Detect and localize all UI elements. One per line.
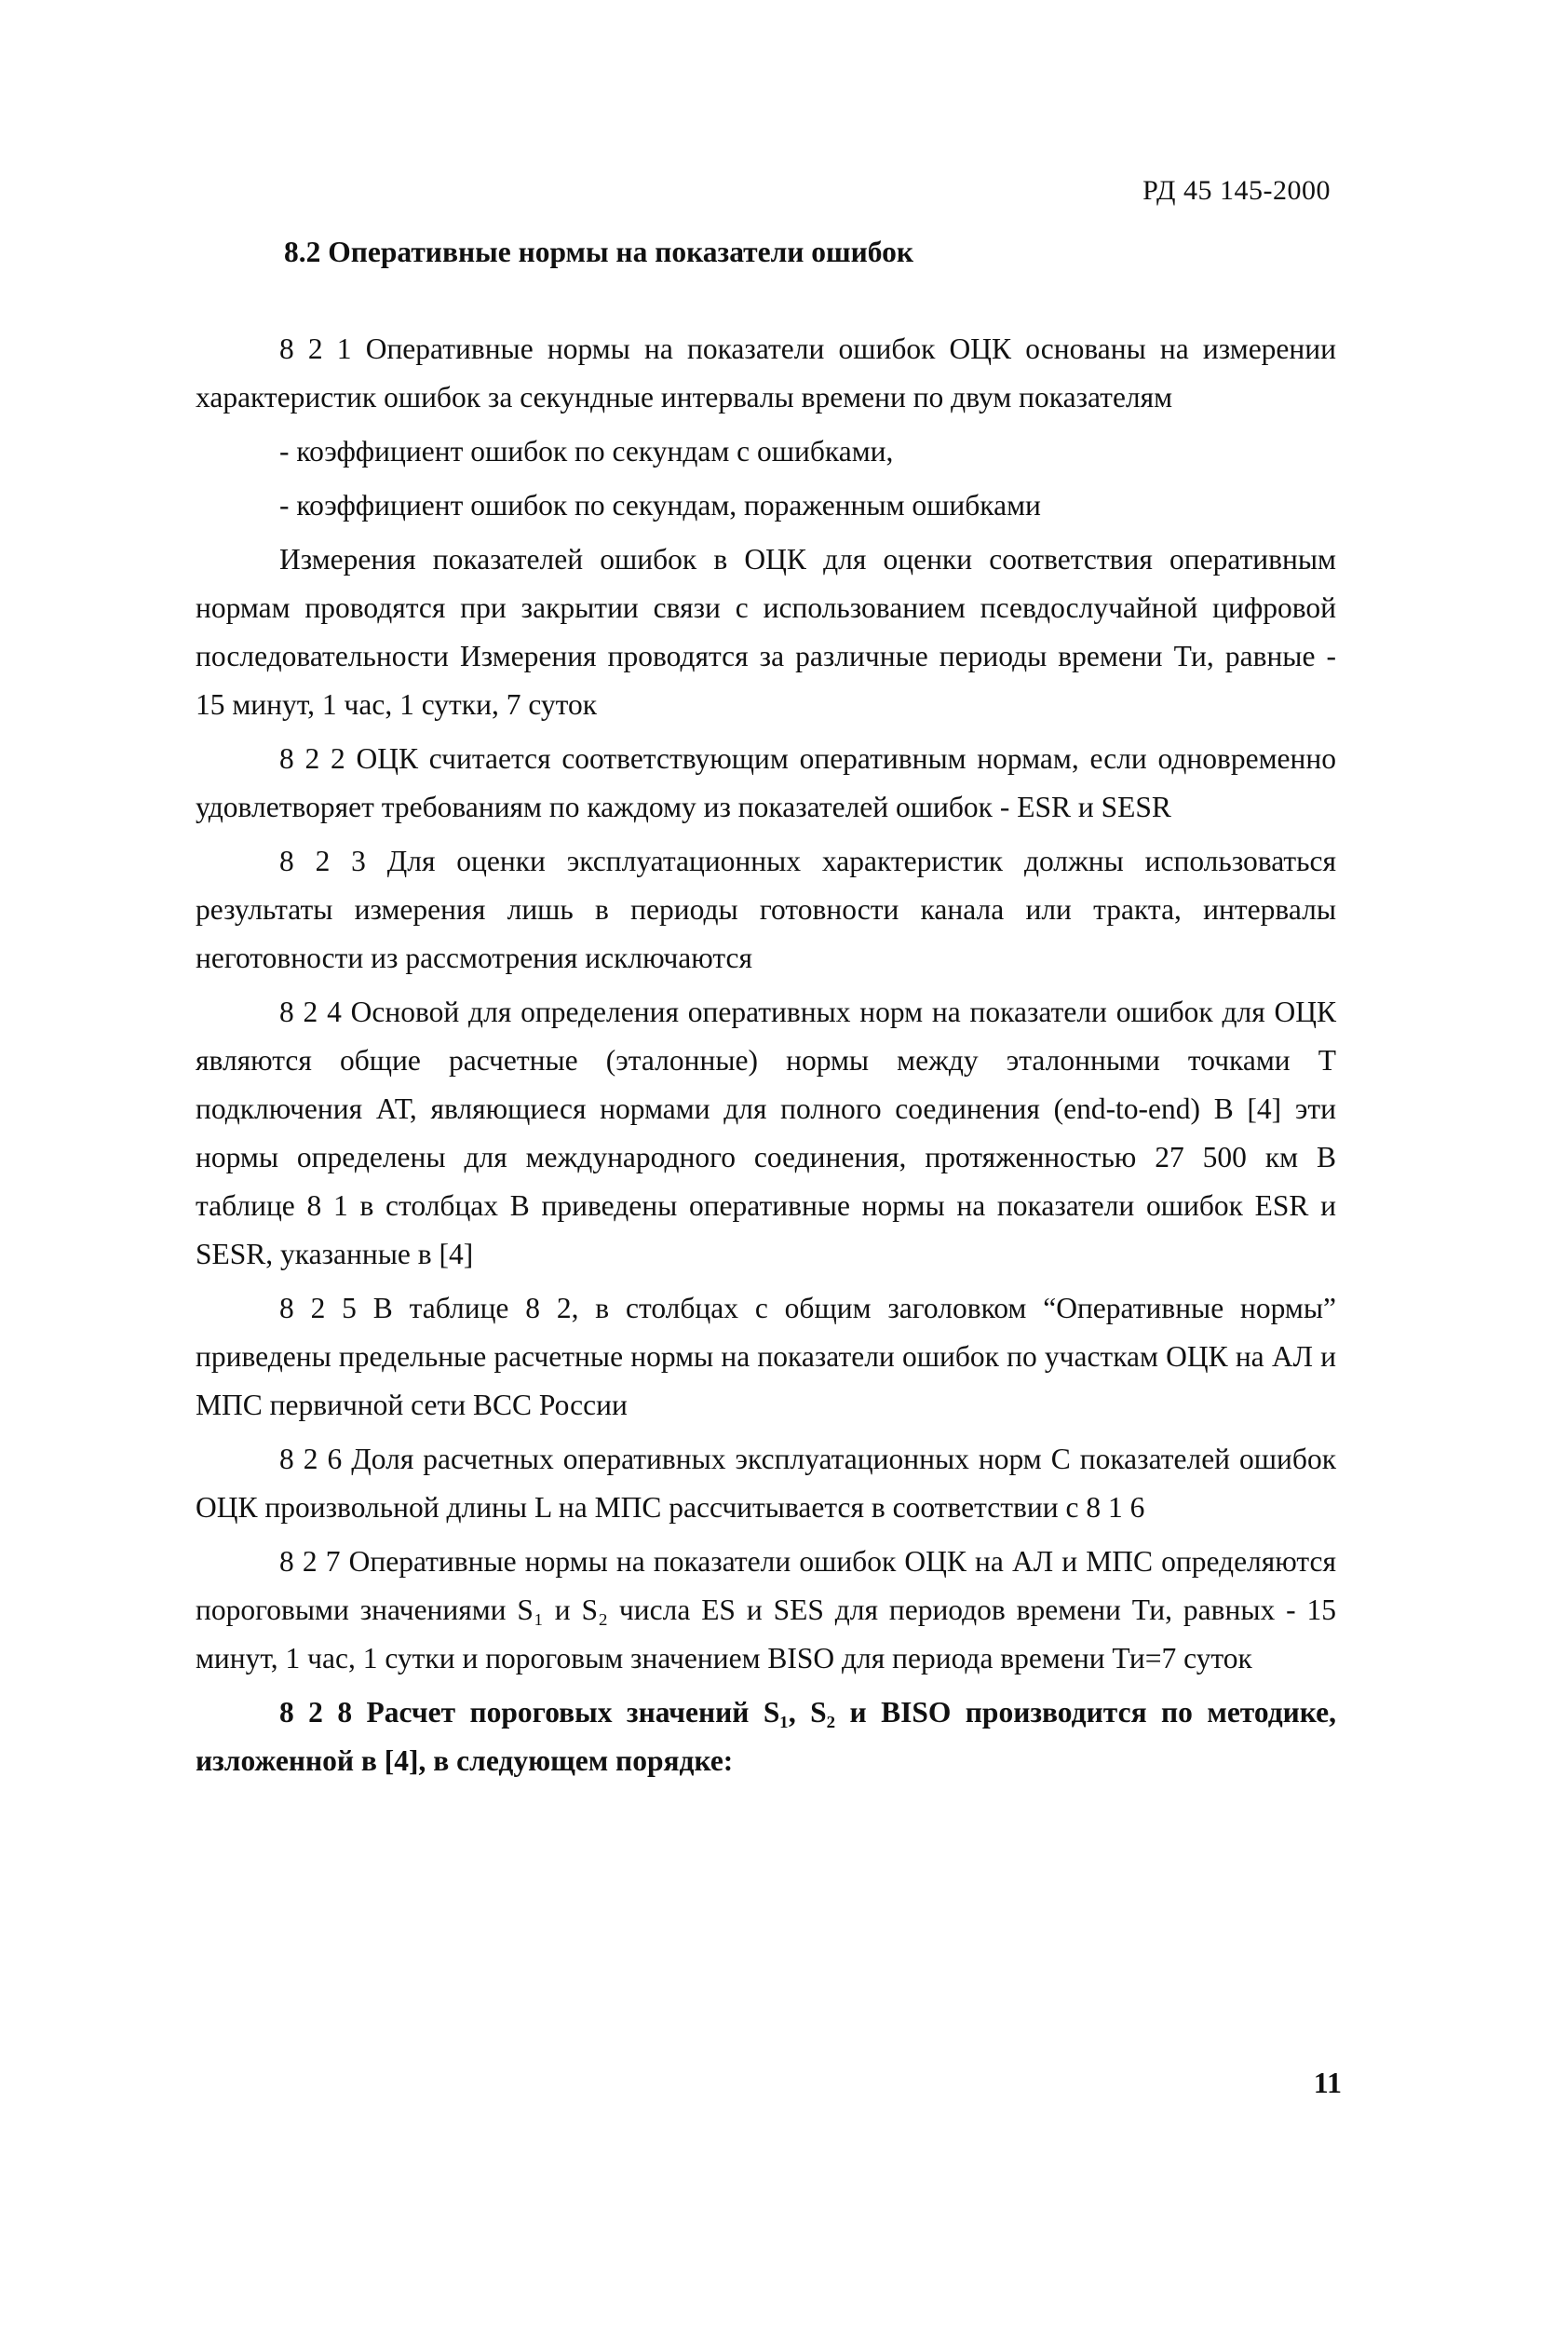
paragraph-8-2-6: 8 2 6 Доля расчетных оперативных эксплуатационных норм С показателей ошибок ОЦК произвольной длины L на МПС рассчитывается в соответствии с 8 1 6 [196, 1443, 1336, 1524]
document-code: РД 45 145-2000 [1142, 175, 1331, 206]
page-content [196, 228, 1336, 1791]
paragraph-8-2-7: 8 2 7 Оперативные нормы на показатели ошибок ОЦК на АЛ и МПС определяются пороговыми значениями S₁ и S₂ числа ES и SES для периодов времени Ти, равных - 15 минут, 1 час, 1 сутки и пороговым значением BISO для периода времени Ти=7 суток [196, 1545, 1336, 1675]
list-item-sesr: - коэффициент ошибок по секундам, пораженным ошибками [279, 489, 1041, 522]
paragraph-8-2-5: 8 2 5 В таблице 8 2, в столбцах с общим заголовком “Оперативные нормы” приведены предельные расчетные нормы на показатели ошибок по участкам ОЦК на АЛ и МПС первичной сети ВСС России [196, 1292, 1336, 1421]
paragraph-8-2-8: 8 2 8 Расчет пороговых значений S₁, S₂ и BISO производится по методике, изложенной в [4], в следующем порядке: [196, 1696, 1336, 1777]
paragraph-8-2-3: 8 2 3 Для оценки эксплуатационных характеристик должны использоваться результаты измерения лишь в периоды готовности канала или тракта, интервалы неготовности из рассмотрения исключаются [196, 845, 1336, 974]
list-item-esr: - коэффициент ошибок по секундам с ошибками, [279, 435, 894, 468]
paragraph-8-2-2: 8 2 2 ОЦК считается соответствующим оперативным нормам, если одновременно удовлетворяет требованиям по каждому из показателей ошибок - ESR и SESR [196, 742, 1336, 823]
paragraph-8-2-1: 8 2 1 Оперативные нормы на показатели ошибок ОЦК основаны на измерении характеристик ошибок за секундные интервалы времени по двум показателям [196, 332, 1336, 414]
section-title: 8.2 Оперативные нормы на показатели ошибок [284, 236, 914, 268]
paragraph-measurement: Измерения показателей ошибок в ОЦК для оценки соответствия оперативным нормам проводятся при закрытии связи с использованием псевдослучайной цифровой последовательности Измерения проводятся за различные периоды времени Ти, равные - 15 минут, 1 час, 1 сутки, 7 суток [196, 543, 1336, 721]
paragraph-8-2-4: 8 2 4 Основой для определения оперативных норм на показатели ошибок для ОЦК являются общие расчетные (эталонные) нормы между эталонными точками Т подключения АТ, являющиеся нормами для полного соединения (end-to-end) В [4] эти нормы определены для международного соединения, протяженностью 27 500 км В таблице 8 1 в столбцах В приведены оперативные нормы на показатели ошибок ESR и SESR, указанные в [4] [196, 996, 1336, 1270]
page-number: 11 [1313, 2066, 1342, 2099]
